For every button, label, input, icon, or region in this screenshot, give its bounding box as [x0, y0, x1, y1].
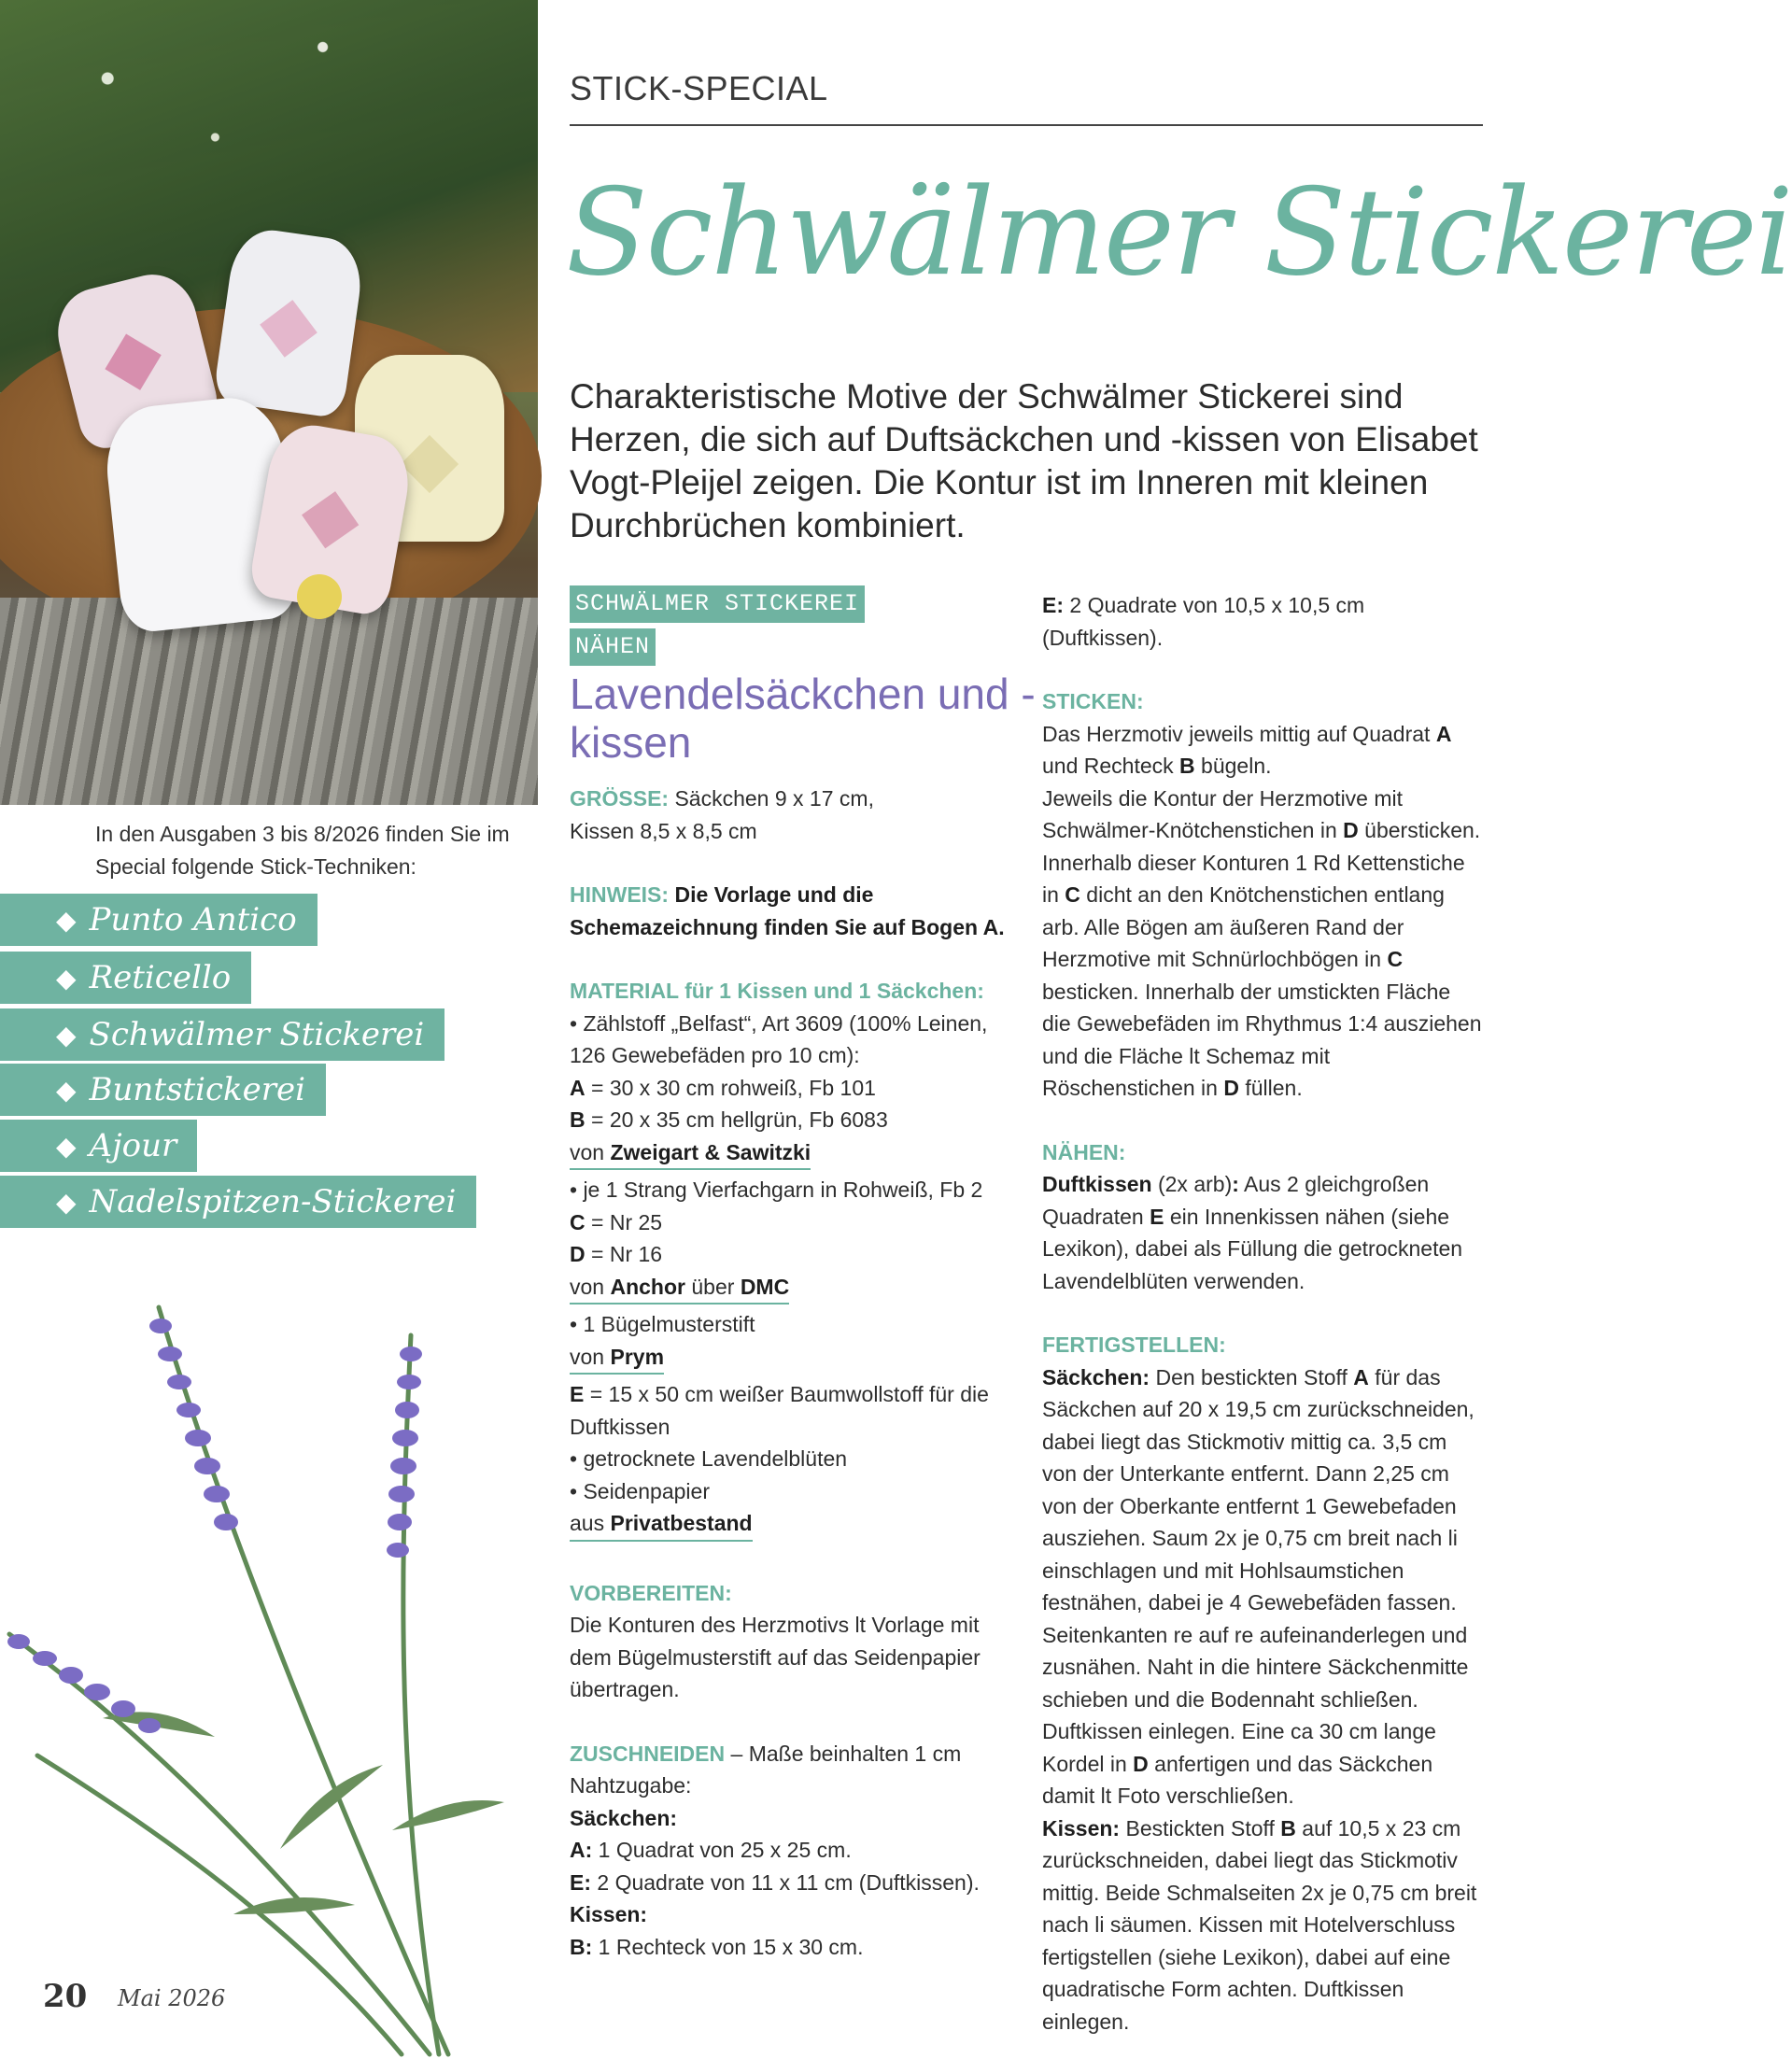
material-key: D — [570, 1242, 586, 1266]
material-key: B — [570, 1107, 586, 1132]
finish-text-cushion: Kissen: Bestickten Stoff B auf 10,5 x 23 cm zurückschneiden, dabei liegt das Stickmotiv mittig. Beide Schmalseiten 2x je 0,75 cm breit nach li säumen. Kissen mit Hotelverschluss fertigstellen (siehe Lexikon), dabei auf eine quadratische Form achten. Duftkissen einlegen. — [1042, 1815, 1477, 2034]
material-line: • Zählstoff „Belfast“, Art 3609 (100% Leinen, 126 Gewebefäden pro 10 cm): — [570, 1010, 988, 1067]
note-text: Die Vorlage und die Schemazeichnung finden Sie auf Bogen A. — [570, 882, 1005, 939]
supplier-brand: Prym — [610, 1344, 665, 1369]
supplier-brand: Zweigart & Sawitzki — [610, 1139, 811, 1164]
cut-line: 1 Quadrat von 25 x 25 cm. — [592, 1838, 852, 1862]
page-title: Schwälmer Stickerei — [566, 163, 1792, 303]
technique-item — [0, 894, 317, 946]
project-title: Lavendelsäckchen und -kissen — [570, 670, 1036, 767]
finish-label: FERTIGSTELLEN: — [1042, 1333, 1226, 1357]
material-line: = 15 x 50 cm weißer Baumwollstoff für die Duftkissen — [570, 1382, 989, 1439]
hero-photo — [0, 0, 538, 805]
materials-column — [570, 783, 1018, 1963]
technique-item — [0, 1064, 326, 1116]
supplier-brand: Privatbestand — [610, 1511, 753, 1535]
material-label: MATERIAL für 1 Kissen und 1 Säckchen: — [570, 979, 984, 1003]
cut-line: 2 Quadrate von 11 x 11 cm (Duftkissen). — [591, 1869, 980, 1895]
project-tags — [570, 585, 1018, 666]
tag-naehen: NÄHEN — [570, 628, 656, 666]
material-line: • je 1 Strang Vierfachgarn in Rohweiß, Fb 2 — [570, 1178, 983, 1202]
diamond-bullet-icon: ◆ — [56, 1187, 77, 1217]
cut-subhead: Kissen: — [570, 1902, 648, 1926]
cut-key: E: — [1042, 593, 1064, 617]
instructions-column — [1042, 589, 1483, 2038]
technique-label: Schwälmer Stickerei — [89, 1016, 425, 1053]
cut-key: B: — [570, 1934, 593, 1959]
intro-text: Charakteristische Motive der Schwälmer Stickerei sind Herzen, die sich auf Duftsäckchen und -kissen von Elisabet Vogt-Pleijel zeigen. Die Kontur ist im Inneren mit kleinen Durchbrüchen kombiniert. — [570, 377, 1478, 544]
diamond-bullet-icon: ◆ — [56, 1075, 77, 1105]
technique-item — [0, 1120, 197, 1172]
note-label: HINWEIS: — [570, 882, 670, 907]
supplier-line: von Zweigart & Sawitzki — [570, 1136, 811, 1171]
finish-text-sack: Säckchen: Den bestickten Stoff A für das Säckchen auf 20 x 19,5 cm zurückschneiden, dabei liegt das Stickmotiv mittig ca. 3,5 cm von der Unterkante entfernt. Dann 2,25 cm von der Oberkante entfernt 1 Gewebefaden ausziehen. Saum 2x je 0,75 cm breit nach li einschlagen und mit Hohlsaumstichen festnähen, dabei je 4 Gewebefäden fassen. Seitenkanten re auf re aufeinanderlegen und zusnähen. Naht in die hintere Säckchenmitte schieben und die Bodennaht schließen. Duftkissen einlegen. Eine ca 30 cm lange Kordel in D anfertigen und das Säckchen damit lt Foto verschließen. — [1042, 1364, 1475, 1808]
diamond-bullet-icon: ◆ — [56, 1020, 77, 1050]
supplier-line: von Prym — [570, 1341, 664, 1375]
technique-label: Buntstickerei — [89, 1071, 305, 1108]
technique-label: Ajour — [89, 1127, 177, 1164]
technique-item — [0, 1176, 476, 1228]
tag-technique: SCHWÄLMER STICKEREI — [570, 585, 865, 623]
supplier-brand: DMC — [740, 1274, 790, 1299]
cut-text: – Maße beinhalten 1 cm Nahtzugabe: — [570, 1741, 962, 1798]
stick-label: STICKEN: — [1042, 689, 1144, 713]
supplier-line: aus Privatbestand — [570, 1507, 753, 1542]
size-label: GRÖSSE: — [570, 786, 670, 811]
material-key: A — [570, 1075, 586, 1100]
stick-text-2: Jeweils die Kontur der Herzmotive mit Schwälmer-Knötchenstichen in D übersticken. Innerhalb dieser Konturen 1 Rd Kettenstiche in C dicht an den Knötchenstichen entlang arb. Alle Bögen am äußeren Rand der Herzmotive mit Schnürlochbögen in C besticken. Innerhalb der umstickten Fläche die Gewebefäden im Rhythmus 1:4 ausziehen und die Fläche lt Schemaz mit Röschenstichen in D füllen. — [1042, 785, 1482, 1100]
photo-yellow-ball — [297, 574, 342, 619]
material-line: • 1 Bügelmusterstift — [570, 1312, 755, 1336]
cut-line: 1 Rechteck von 15 x 30 cm. — [592, 1934, 864, 1959]
technique-label: Punto Antico — [89, 901, 297, 938]
section-kicker: STICK-SPECIAL — [570, 69, 828, 107]
prep-text: Die Konturen des Herzmotivs lt Vorlage mit dem Bügelmusterstift auf das Seidenpapier übertragen. — [570, 1613, 981, 1701]
material-line: = 20 x 35 cm hellgrün, Fb 6083 — [585, 1107, 888, 1132]
material-line: • Seidenpapier — [570, 1478, 710, 1503]
sew-label: NÄHEN: — [1042, 1139, 1126, 1164]
material-line: = 30 x 30 cm rohweiß, Fb 101 — [585, 1075, 876, 1100]
diamond-bullet-icon: ◆ — [56, 1131, 77, 1161]
supplier-line: von Anchor über DMC — [570, 1271, 789, 1305]
material-key: E — [570, 1382, 585, 1406]
material-key: C — [570, 1209, 586, 1234]
page-number: 20 — [43, 1978, 88, 2015]
size-text-2: Kissen 8,5 x 8,5 cm — [570, 818, 757, 843]
diamond-bullet-icon: ◆ — [56, 963, 77, 993]
diamond-bullet-icon: ◆ — [56, 905, 77, 935]
techniques-caption: In den Ausgaben 3 bis 8/2026 finden Sie im Special folgende Stick-Techniken: — [95, 822, 510, 879]
material-line: = Nr 16 — [585, 1242, 663, 1266]
photo-wicker-chair — [0, 598, 538, 805]
stick-text-1: Das Herzmotiv jeweils mittig auf Quadrat A und Rechteck B bügeln. — [1042, 721, 1452, 778]
cut-line: 2 Quadrate von 10,5 x 10,5 cm (Duftkissen). — [1042, 593, 1365, 650]
issue-date: Mai 2026 — [118, 1985, 226, 2011]
cut-key: E: — [570, 1869, 591, 1895]
cut-label: ZUSCHNEIDEN — [570, 1741, 726, 1766]
technique-item — [0, 952, 251, 1004]
technique-item — [0, 1008, 444, 1061]
supplier-brand: Anchor — [610, 1274, 685, 1299]
material-line: • getrocknete Lavendelblüten — [570, 1446, 848, 1471]
prep-label: VORBEREITEN: — [570, 1580, 732, 1605]
cut-subhead: Säckchen: — [570, 1805, 678, 1830]
technique-label: Reticello — [89, 959, 232, 996]
technique-label: Nadelspitzen-Stickerei — [89, 1183, 457, 1220]
sew-text: Duftkissen (2x arb): Aus 2 gleichgroßen Quadraten E ein Innenkissen nähen (siehe Lexikon), dabei als Füllung die getrockneten Lavendelblüten verwenden. — [1042, 1172, 1463, 1293]
size-text: Säckchen 9 x 17 cm, — [669, 786, 874, 811]
lavender-illustration — [0, 1251, 560, 2059]
material-line: = Nr 25 — [585, 1209, 663, 1234]
header-rule — [570, 124, 1483, 126]
cut-key: A: — [570, 1838, 593, 1862]
